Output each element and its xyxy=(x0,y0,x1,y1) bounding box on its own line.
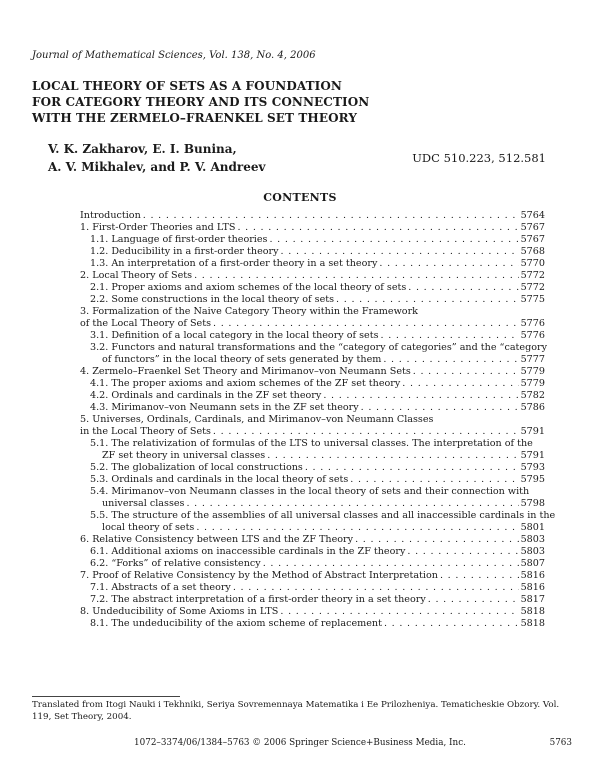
contents-heading: CONTENTS xyxy=(263,191,337,204)
toc-entry xyxy=(80,402,545,414)
author-line: A. V. Mikhalev, and P. V. Andreev xyxy=(48,160,266,174)
toc-leader-dots xyxy=(355,534,519,546)
toc-leader-dots xyxy=(440,570,519,582)
toc-entry-page: 5798 xyxy=(520,498,545,509)
toc-leader-dots xyxy=(413,366,519,378)
toc-entry-page: 5803 xyxy=(520,546,545,557)
toc-entry-page: 5816 xyxy=(520,582,545,593)
paper-title xyxy=(32,78,369,126)
toc-entry-page: 5779 xyxy=(520,366,545,377)
toc-entry-title: Introduction xyxy=(80,210,141,221)
toc-entry-title: 1.2. Deducibility in a first-order theory xyxy=(90,246,279,257)
toc-entry-page: 5818 xyxy=(520,606,545,617)
table-of-contents xyxy=(80,210,556,630)
toc-entry-title: of the Local Theory of Sets xyxy=(80,318,211,329)
toc-entry-title: 6.2. “Forks” of relative consistency xyxy=(90,558,261,569)
toc-entry-title: 8.1. The undeducibility of the axiom scheme of replacement xyxy=(90,618,382,629)
toc-entry-title: 5.1. The relativization of formulas of the LTS to universal classes. The interpretation of the xyxy=(90,438,533,449)
toc-leader-dots xyxy=(233,582,519,594)
toc-leader-dots xyxy=(194,270,519,282)
toc-entry xyxy=(80,258,545,270)
toc-entry xyxy=(80,546,545,558)
footnote-rule xyxy=(32,696,180,697)
toc-entry xyxy=(80,534,545,546)
toc-leader-dots xyxy=(323,390,518,402)
toc-entry-page: 5818 xyxy=(520,618,545,629)
toc-entry xyxy=(80,390,545,402)
title-line: FOR CATEGORY THEORY AND ITS CONNECTION xyxy=(32,95,370,109)
toc-entry-page: 5768 xyxy=(520,246,545,257)
toc-entry-page: 5772 xyxy=(520,270,545,281)
toc-entry-title: 5.5. The structure of the assemblies of all universal classes and all inaccessible cardinals in the xyxy=(90,510,556,521)
toc-entry xyxy=(80,510,556,522)
toc-leader-dots xyxy=(186,498,518,510)
toc-leader-dots xyxy=(428,594,519,606)
journal-citation: Journal of Mathematical Sciences, Vol. 138, No. 4, 2006 xyxy=(32,50,316,61)
toc-entry xyxy=(80,234,545,246)
toc-entry xyxy=(80,378,545,390)
toc-leader-dots xyxy=(280,606,518,618)
toc-leader-dots xyxy=(213,426,519,438)
toc-entry-title: 5.3. Ordinals and cardinals in the local theory of sets xyxy=(90,474,349,485)
toc-entry-title: of functors” in the local theory of sets generated by them xyxy=(102,354,382,365)
toc-leader-dots xyxy=(143,210,519,222)
toc-entry xyxy=(80,606,545,618)
toc-entry-page: 5803 xyxy=(520,534,545,545)
toc-entry-page: 5779 xyxy=(520,378,545,389)
toc-leader-dots xyxy=(361,402,519,414)
toc-entry xyxy=(80,246,545,258)
copyright-line: 1072–3374/06/1384–5763 © 2006 Springer Science+Business Media, Inc. xyxy=(134,738,466,748)
toc-entry-title: 8. Undeducibility of Some Axioms in LTS xyxy=(80,606,279,617)
toc-entry-page: 5764 xyxy=(520,210,545,221)
toc-entry-page: 5793 xyxy=(520,462,545,473)
title-line: LOCAL THEORY OF SETS AS A FOUNDATION xyxy=(32,79,342,93)
toc-entry-title: in the Local Theory of Sets xyxy=(80,426,211,437)
toc-leader-dots xyxy=(384,618,519,630)
toc-leader-dots xyxy=(237,222,518,234)
toc-entry xyxy=(80,318,545,330)
toc-entry xyxy=(80,462,545,474)
toc-leader-dots xyxy=(305,462,519,474)
toc-leader-dots xyxy=(350,474,518,486)
toc-entry-title: universal classes xyxy=(102,498,185,509)
toc-leader-dots xyxy=(196,522,518,534)
toc-entry-page: 5817 xyxy=(520,594,545,605)
toc-entry-title: 6. Relative Consistency between LTS and the ZF Theory xyxy=(80,534,354,545)
toc-entry-title: 3.2. Functors and natural transformations and the “category of categories” and the “category xyxy=(90,342,548,353)
toc-entry-page: 5776 xyxy=(520,318,545,329)
toc-entry xyxy=(80,450,545,462)
toc-entry-title: 5. Universes, Ordinals, Cardinals, and Mirimanov–von Neumann Classes xyxy=(80,414,434,425)
toc-leader-dots xyxy=(281,246,519,258)
author-list xyxy=(48,140,265,176)
toc-entry xyxy=(80,330,545,342)
toc-entry-page: 5770 xyxy=(520,258,545,269)
toc-entry-page: 5777 xyxy=(520,354,545,365)
toc-leader-dots xyxy=(407,546,518,558)
toc-entry-title: 7.1. Abstracts of a set theory xyxy=(90,582,231,593)
title-line: WITH THE ZERMELO–FRAENKEL SET THEORY xyxy=(32,111,357,125)
toc-entry-title: local theory of sets xyxy=(102,522,195,533)
toc-entry xyxy=(80,306,545,318)
toc-entry-page: 5791 xyxy=(520,426,545,437)
toc-entry xyxy=(80,582,545,594)
toc-entry-page: 5816 xyxy=(520,570,545,581)
toc-leader-dots xyxy=(269,234,518,246)
toc-entry xyxy=(80,486,545,498)
toc-entry xyxy=(80,354,545,366)
toc-leader-dots xyxy=(383,354,518,366)
toc-entry xyxy=(80,366,545,378)
toc-entry-page: 5801 xyxy=(520,522,545,533)
toc-entry-page: 5782 xyxy=(520,390,545,401)
toc-entry xyxy=(80,522,545,534)
toc-entry-title: ZF set theory in universal classes xyxy=(102,450,266,461)
toc-entry-title: 4.2. Ordinals and cardinals in the ZF set theory xyxy=(90,390,322,401)
toc-entry-title: 7.2. The abstract interpretation of a first-order theory in a set theory xyxy=(90,594,426,605)
toc-entry-title: 4.1. The proper axioms and axiom schemes of the ZF set theory xyxy=(90,378,401,389)
toc-entry-page: 5776 xyxy=(520,330,545,341)
toc-entry-page: 5786 xyxy=(520,402,545,413)
toc-entry-title: 7. Proof of Relative Consistency by the Method of Abstract Interpretation xyxy=(80,570,438,581)
toc-entry-title: 1.1. Language of first-order theories xyxy=(90,234,268,245)
toc-entry-title: 2. Local Theory of Sets xyxy=(80,270,193,281)
toc-entry-page: 5775 xyxy=(520,294,545,305)
toc-leader-dots xyxy=(267,450,518,462)
toc-entry-page: 5767 xyxy=(520,222,545,233)
toc-entry-title: 5.2. The globalization of local constructions xyxy=(90,462,303,473)
toc-entry xyxy=(80,570,545,582)
toc-leader-dots xyxy=(263,558,519,570)
toc-entry-page: 5795 xyxy=(520,474,545,485)
toc-leader-dots xyxy=(336,294,519,306)
toc-leader-dots xyxy=(379,258,518,270)
toc-entry-page: 5791 xyxy=(520,450,545,461)
toc-entry xyxy=(80,594,545,606)
toc-entry-title: 2.2. Some constructions in the local theory of sets xyxy=(90,294,335,305)
toc-entry-title: 1. First-Order Theories and LTS xyxy=(80,222,236,233)
toc-entry-title: 4. Zermelo–Fraenkel Set Theory and Mirimanov–von Neumann Sets xyxy=(80,366,411,377)
author-line: V. K. Zakharov, E. I. Bunina, xyxy=(48,142,237,156)
toc-entry-title: 2.1. Proper axioms and axiom schemes of the local theory of sets xyxy=(90,282,407,293)
toc-entry-title: 3.1. Definition of a local category in the local theory of sets xyxy=(90,330,379,341)
toc-entry xyxy=(80,618,545,630)
toc-leader-dots xyxy=(402,378,518,390)
toc-entry xyxy=(80,558,545,570)
udc-code: UDC 510.223, 512.581 xyxy=(412,151,546,165)
translation-footnote: Translated from Itogi Nauki i Tekhniki, Seriya Sovremennaya Matematika i Ee Prilozheniya. Tematicheskie Obzory. Vol. 119, Set Theory, 2004. xyxy=(32,700,560,722)
toc-entry xyxy=(80,294,545,306)
toc-entry-title: 5.4. Mirimanov–von Neumann classes in the local theory of sets and their connection with xyxy=(90,486,530,497)
toc-entry xyxy=(80,474,545,486)
toc-entry-page: 5772 xyxy=(520,282,545,293)
toc-entry xyxy=(80,426,545,438)
toc-entry xyxy=(80,282,545,294)
toc-entry-page: 5767 xyxy=(520,234,545,245)
toc-entry xyxy=(80,270,545,282)
toc-entry-title: 6.1. Additional axioms on inaccessible cardinals in the ZF theory xyxy=(90,546,406,557)
toc-leader-dots xyxy=(381,330,519,342)
toc-entry-page: 5807 xyxy=(520,558,545,569)
toc-entry-title: 3. Formalization of the Naive Category Theory within the Framework xyxy=(80,306,418,317)
toc-entry xyxy=(80,210,545,222)
toc-entry-title: 1.3. An interpretation of a first-order theory in a set theory xyxy=(90,258,378,269)
toc-entry xyxy=(80,498,545,510)
toc-entry xyxy=(80,222,545,234)
toc-entry-title: 4.3. Mirimanov–von Neumann sets in the ZF set theory xyxy=(90,402,359,413)
toc-leader-dots xyxy=(408,282,518,294)
toc-entry xyxy=(80,414,545,426)
toc-entry xyxy=(80,438,545,450)
toc-leader-dots xyxy=(213,318,519,330)
toc-entry xyxy=(80,342,548,354)
page-number: 5763 xyxy=(549,738,572,748)
